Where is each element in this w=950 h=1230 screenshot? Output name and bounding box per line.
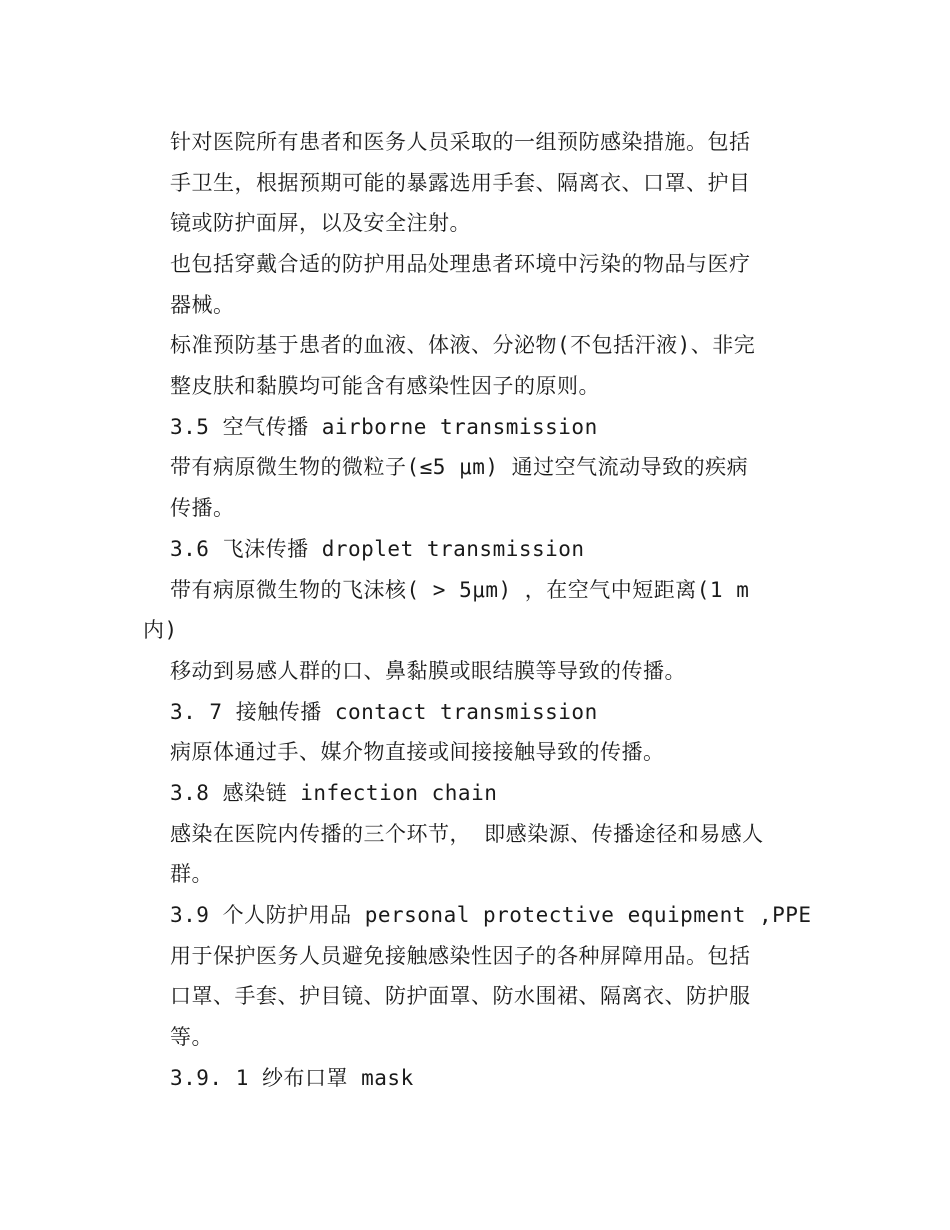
paragraph-line: 器械。 (170, 293, 235, 317)
paragraph-line: 感染在医院内传播的三个环节， 即感染源、传播途径和易感人 (170, 822, 764, 846)
paragraph-line: 病原体通过手、媒介物直接或间接接触导致的传播。 (170, 740, 665, 764)
paragraph-line: 手卫生，根据预期可能的暴露选用手套、隔离衣、口罩、护目 (170, 171, 751, 195)
section-heading: 3.6 飞沫传播 droplet transmission (170, 537, 585, 561)
section-heading: 3.9 个人防护用品 personal protective equipment ,PPE (170, 903, 812, 927)
paragraph-line: 针对医院所有患者和医务人员采取的一组预防感染措施。包括 (170, 130, 751, 154)
paragraph-line: 群。 (170, 862, 213, 886)
section-heading: 3.8 感染链 infection chain (170, 781, 498, 805)
paragraph-line: 也包括穿戴合适的防护用品处理患者环境中污染的物品与医疗 (170, 252, 751, 276)
paragraph-line: 等。 (170, 1025, 213, 1049)
paragraph-line: 传播。 (170, 496, 235, 520)
paragraph-line: 整皮肤和黏膜均可能含有感染性因子的原则。 (170, 374, 600, 398)
section-heading: 3. 7 接触传播 contact transmission (170, 700, 598, 724)
section-heading: 3.9. 1 纱布口罩 mask (170, 1066, 414, 1090)
paragraph-line: 内) (143, 618, 178, 642)
paragraph-line: 带有病原微生物的飞沫核( > 5μm) ，在空气中短距离(1 m (170, 578, 750, 602)
paragraph-line: 移动到易感人群的口、鼻黏膜或眼结膜等导致的传播。 (170, 659, 686, 683)
paragraph-line: 口罩、手套、护目镜、防护面罩、防水围裙、隔离衣、防护服 (170, 984, 751, 1008)
paragraph-line: 镜或防护面屏，以及安全注射。 (170, 211, 471, 235)
paragraph-line: 标准预防基于患者的血液、体液、分泌物(不包括汗液)、非完 (170, 333, 756, 357)
paragraph-line: 带有病原微生物的微粒子(≤5 μm) 通过空气流动导致的疾病 (170, 455, 749, 479)
section-heading: 3.5 空气传播 airborne transmission (170, 415, 598, 439)
paragraph-line: 用于保护医务人员避免接触感染性因子的各种屏障用品。包括 (170, 944, 751, 968)
